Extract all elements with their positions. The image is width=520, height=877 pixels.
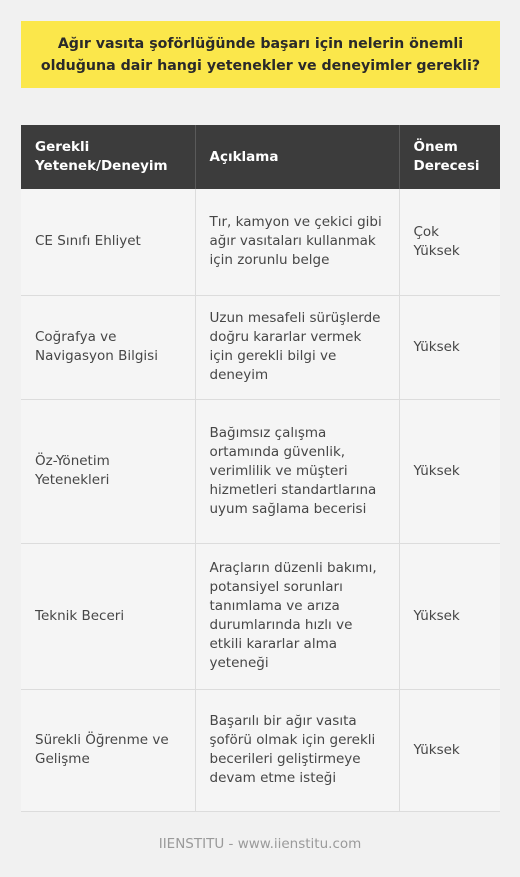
cell-skill: Coğrafya ve Navigasyon Bilgisi — [21, 295, 195, 399]
cell-description: Tır, kamyon ve çekici gibi ağır vasıtaları kullanmak için zorunlu belge — [195, 189, 399, 295]
cell-skill: Teknik Beceri — [21, 543, 195, 689]
header-importance: Önem Derecesi — [399, 125, 500, 189]
cell-description: Araçların düzenli bakımı, potansiyel sorunları tanımlama ve arıza durumlarında hızlı ve etkili kararlar alma yeteneği — [195, 543, 399, 689]
table-row — [21, 295, 500, 399]
cell-importance: Çok Yüksek — [399, 189, 500, 295]
header-description: Açıklama — [195, 125, 399, 189]
cell-description: Bağımsız çalışma ortamında güvenlik, verimlilik ve müşteri hizmetleri standartlarına uyum sağlama becerisi — [195, 399, 399, 543]
cell-importance: Yüksek — [399, 689, 500, 811]
cell-description: Uzun mesafeli sürüşlerde doğru kararlar vermek için gerekli bilgi ve deneyim — [195, 295, 399, 399]
table-header-row — [21, 125, 500, 189]
page-title-banner — [21, 21, 500, 88]
footer-credit: IIENSTITU - www.iienstitu.com — [158, 836, 362, 852]
table-row — [21, 189, 500, 295]
table-row — [21, 543, 500, 689]
cell-importance: Yüksek — [399, 295, 500, 399]
table-row — [21, 689, 500, 811]
cell-skill: Öz-Yönetim Yetenekleri — [21, 399, 195, 543]
cell-description: Başarılı bir ağır vasıta şoförü olmak için gerekli becerileri geliştirmeye devam etme isteği — [195, 689, 399, 811]
header-skill: Gerekli Yetenek/Deneyim — [21, 125, 195, 189]
page-title: Ağır vasıta şoförlüğünde başarı için nelerin önemli olduğuna dair hangi yetenekler ve deneyimler gerekli? — [40, 35, 481, 74]
cell-importance: Yüksek — [399, 399, 500, 543]
cell-skill: Sürekli Öğrenme ve Gelişme — [21, 689, 195, 811]
cell-skill: CE Sınıfı Ehliyet — [21, 189, 195, 295]
table-row — [21, 399, 500, 543]
skills-table — [21, 125, 500, 812]
footer — [0, 836, 520, 852]
cell-importance: Yüksek — [399, 543, 500, 689]
